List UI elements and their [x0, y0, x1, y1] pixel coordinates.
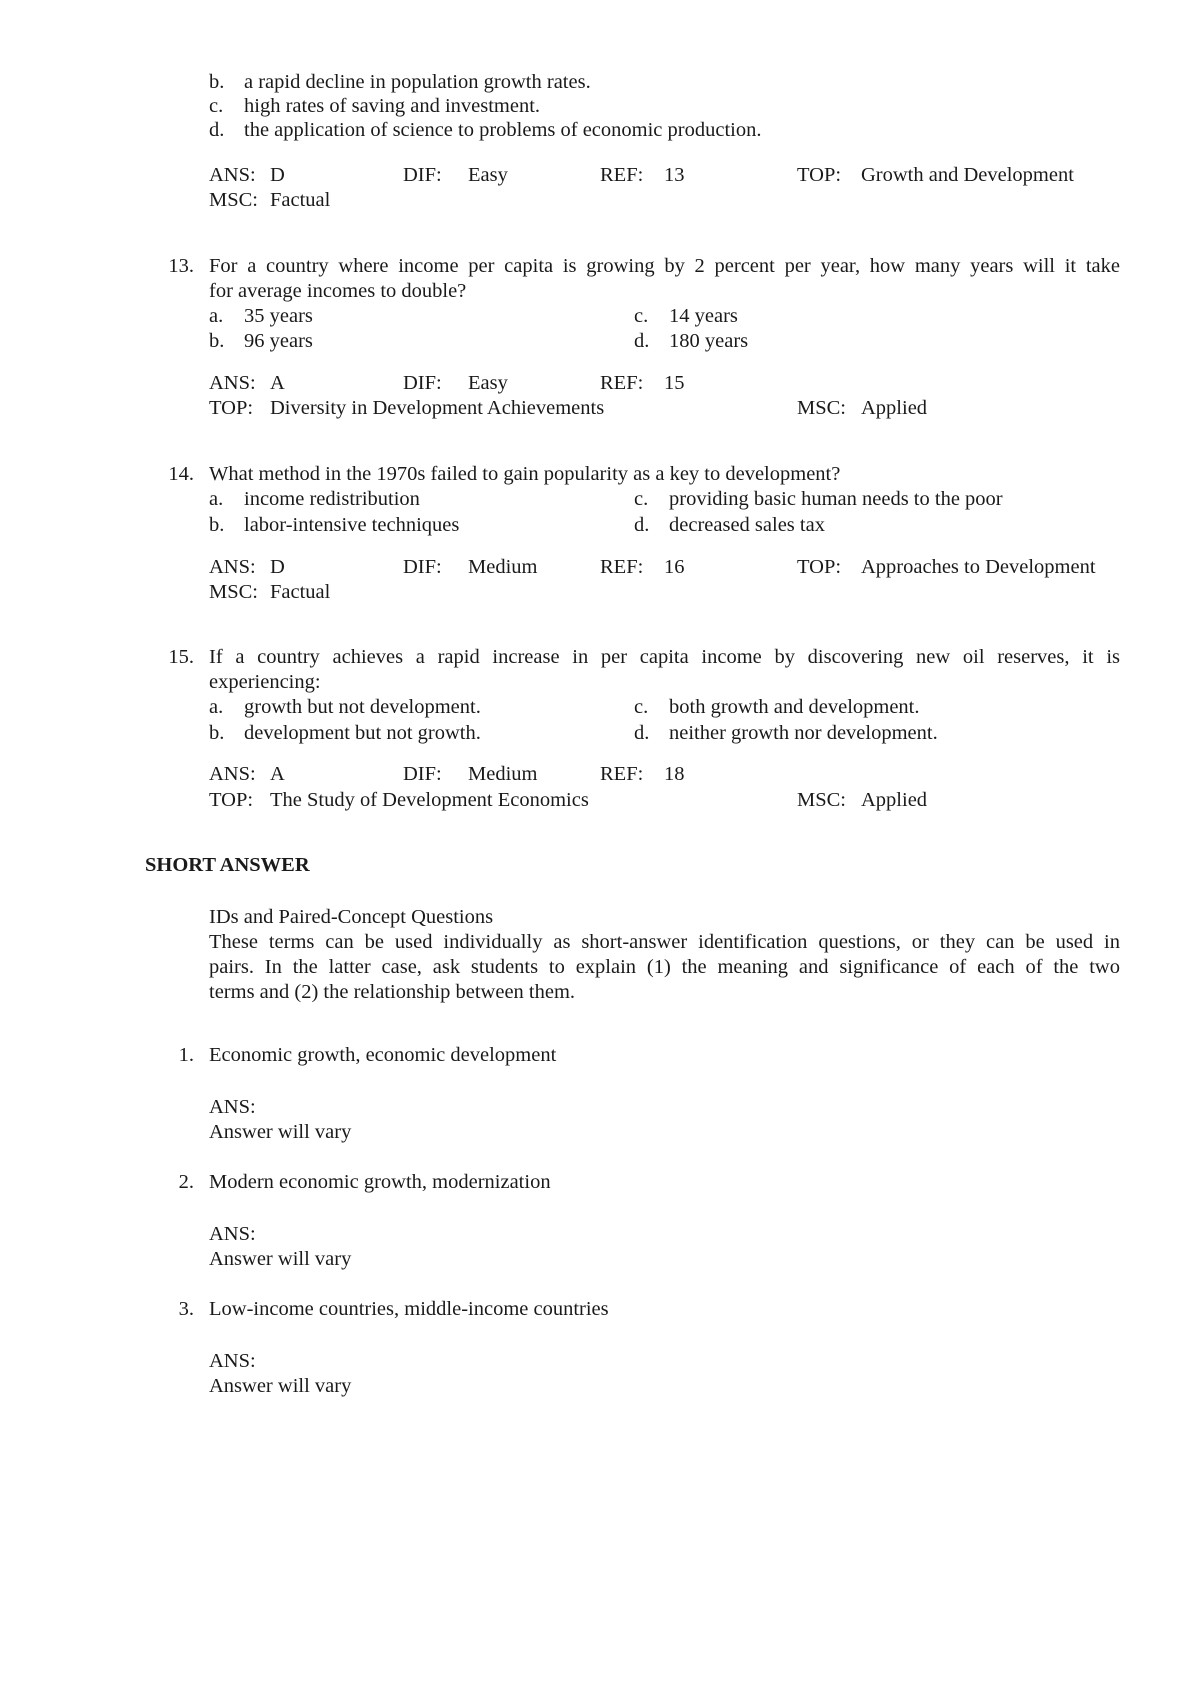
option-text: both growth and development.: [669, 696, 920, 718]
dif-value: Easy: [468, 372, 508, 394]
option-text: growth but not development.: [244, 696, 481, 718]
option-text: development but not growth.: [244, 722, 481, 744]
msc-value: Factual: [270, 581, 331, 603]
top-label: TOP:: [209, 397, 254, 419]
ans-label: ANS:: [209, 164, 256, 186]
ans-label: ANS:: [209, 1096, 256, 1118]
option-text: 96 years: [244, 330, 313, 352]
top-value: Approaches to Development: [861, 556, 1096, 578]
option-letter: a.: [209, 696, 224, 718]
option-letter: a.: [209, 488, 224, 510]
option-text: 35 years: [244, 305, 313, 327]
msc-label: MSC:: [209, 581, 258, 603]
option-letter: b.: [209, 722, 225, 744]
question-stem: If a country achieves a rapid increase in per capita income by discovering new oil reserves, it is: [209, 646, 1120, 668]
option-text: income redistribution: [244, 488, 420, 510]
option-text: labor-intensive techniques: [244, 514, 460, 536]
dif-label: DIF:: [403, 372, 442, 394]
ans-label: ANS:: [209, 1350, 256, 1372]
dif-label: DIF:: [403, 556, 442, 578]
ans-value: A: [270, 763, 285, 785]
answer-text: Answer will vary: [209, 1375, 352, 1397]
option-letter: d.: [634, 722, 650, 744]
item-text: Low-income countries, middle-income countries: [209, 1298, 609, 1320]
option-text: 180 years: [669, 330, 749, 352]
top-label: TOP:: [797, 164, 842, 186]
ans-value: A: [270, 372, 285, 394]
intro-text: terms and (2) the relationship between them.: [209, 981, 576, 1003]
ref-label: REF:: [600, 164, 644, 186]
ans-label: ANS:: [209, 372, 256, 394]
ref-value: 13: [664, 164, 685, 186]
ref-value: 16: [664, 556, 685, 578]
section-subheading: IDs and Paired-Concept Questions: [209, 906, 494, 928]
option-text: the application of science to problems of economic production.: [244, 119, 762, 141]
option-letter: d.: [634, 330, 650, 352]
dif-label: DIF:: [403, 164, 442, 186]
msc-label: MSC:: [209, 189, 258, 211]
question-number: 13.: [168, 255, 194, 277]
option-text: a rapid decline in population growth rates.: [244, 71, 591, 93]
question-stem: for average incomes to double?: [209, 280, 467, 302]
option-text: neither growth nor development.: [669, 722, 938, 744]
ref-label: REF:: [600, 556, 644, 578]
option-text: 14 years: [669, 305, 738, 327]
dif-value: Medium: [468, 556, 538, 578]
msc-value: Factual: [270, 189, 331, 211]
msc-label: MSC:: [797, 397, 846, 419]
question-stem: For a country where income per capita is growing by 2 percent per year, how many years will it take: [209, 255, 1120, 277]
option-letter: d.: [634, 514, 650, 536]
msc-value: Applied: [861, 789, 928, 811]
section-heading: SHORT ANSWER: [145, 854, 310, 876]
ans-label: ANS:: [209, 1223, 256, 1245]
option-text: providing basic human needs to the poor: [669, 488, 1003, 510]
dif-value: Medium: [468, 763, 538, 785]
option-letter: c.: [634, 488, 649, 510]
ans-label: ANS:: [209, 763, 256, 785]
option-letter: b.: [209, 330, 225, 352]
option-letter: c.: [634, 305, 649, 327]
question-number: 15.: [168, 646, 194, 668]
item-number: 3.: [178, 1298, 194, 1320]
question-stem: What method in the 1970s failed to gain popularity as a key to development?: [209, 463, 841, 485]
msc-value: Applied: [861, 397, 928, 419]
msc-label: MSC:: [797, 789, 846, 811]
option-letter: c.: [209, 95, 224, 117]
option-letter: d.: [209, 119, 225, 141]
intro-text: These terms can be used individually as short-answer identification questions, or they can be used in: [209, 931, 1120, 953]
option-text: decreased sales tax: [669, 514, 825, 536]
item-text: Modern economic growth, modernization: [209, 1171, 551, 1193]
top-label: TOP:: [209, 789, 254, 811]
ref-label: REF:: [600, 372, 644, 394]
top-value: The Study of Development Economics: [270, 789, 589, 811]
dif-label: DIF:: [403, 763, 442, 785]
top-value: Diversity in Development Achievements: [270, 397, 605, 419]
top-label: TOP:: [797, 556, 842, 578]
answer-text: Answer will vary: [209, 1248, 352, 1270]
option-letter: a.: [209, 305, 224, 327]
ref-label: REF:: [600, 763, 644, 785]
ans-value: D: [270, 556, 285, 578]
question-number: 14.: [168, 463, 194, 485]
option-letter: b.: [209, 71, 225, 93]
ref-value: 15: [664, 372, 685, 394]
item-number: 1.: [178, 1044, 194, 1066]
ref-value: 18: [664, 763, 685, 785]
top-value: Growth and Development: [861, 164, 1074, 186]
item-text: Economic growth, economic development: [209, 1044, 557, 1066]
item-number: 2.: [178, 1171, 194, 1193]
ans-label: ANS:: [209, 556, 256, 578]
option-text: high rates of saving and investment.: [244, 95, 541, 117]
option-letter: b.: [209, 514, 225, 536]
answer-text: Answer will vary: [209, 1121, 352, 1143]
intro-text: pairs. In the latter case, ask students to explain (1) the meaning and significance of each of the two: [209, 956, 1120, 978]
option-letter: c.: [634, 696, 649, 718]
dif-value: Easy: [468, 164, 508, 186]
ans-value: D: [270, 164, 285, 186]
question-stem: experiencing:: [209, 671, 321, 693]
